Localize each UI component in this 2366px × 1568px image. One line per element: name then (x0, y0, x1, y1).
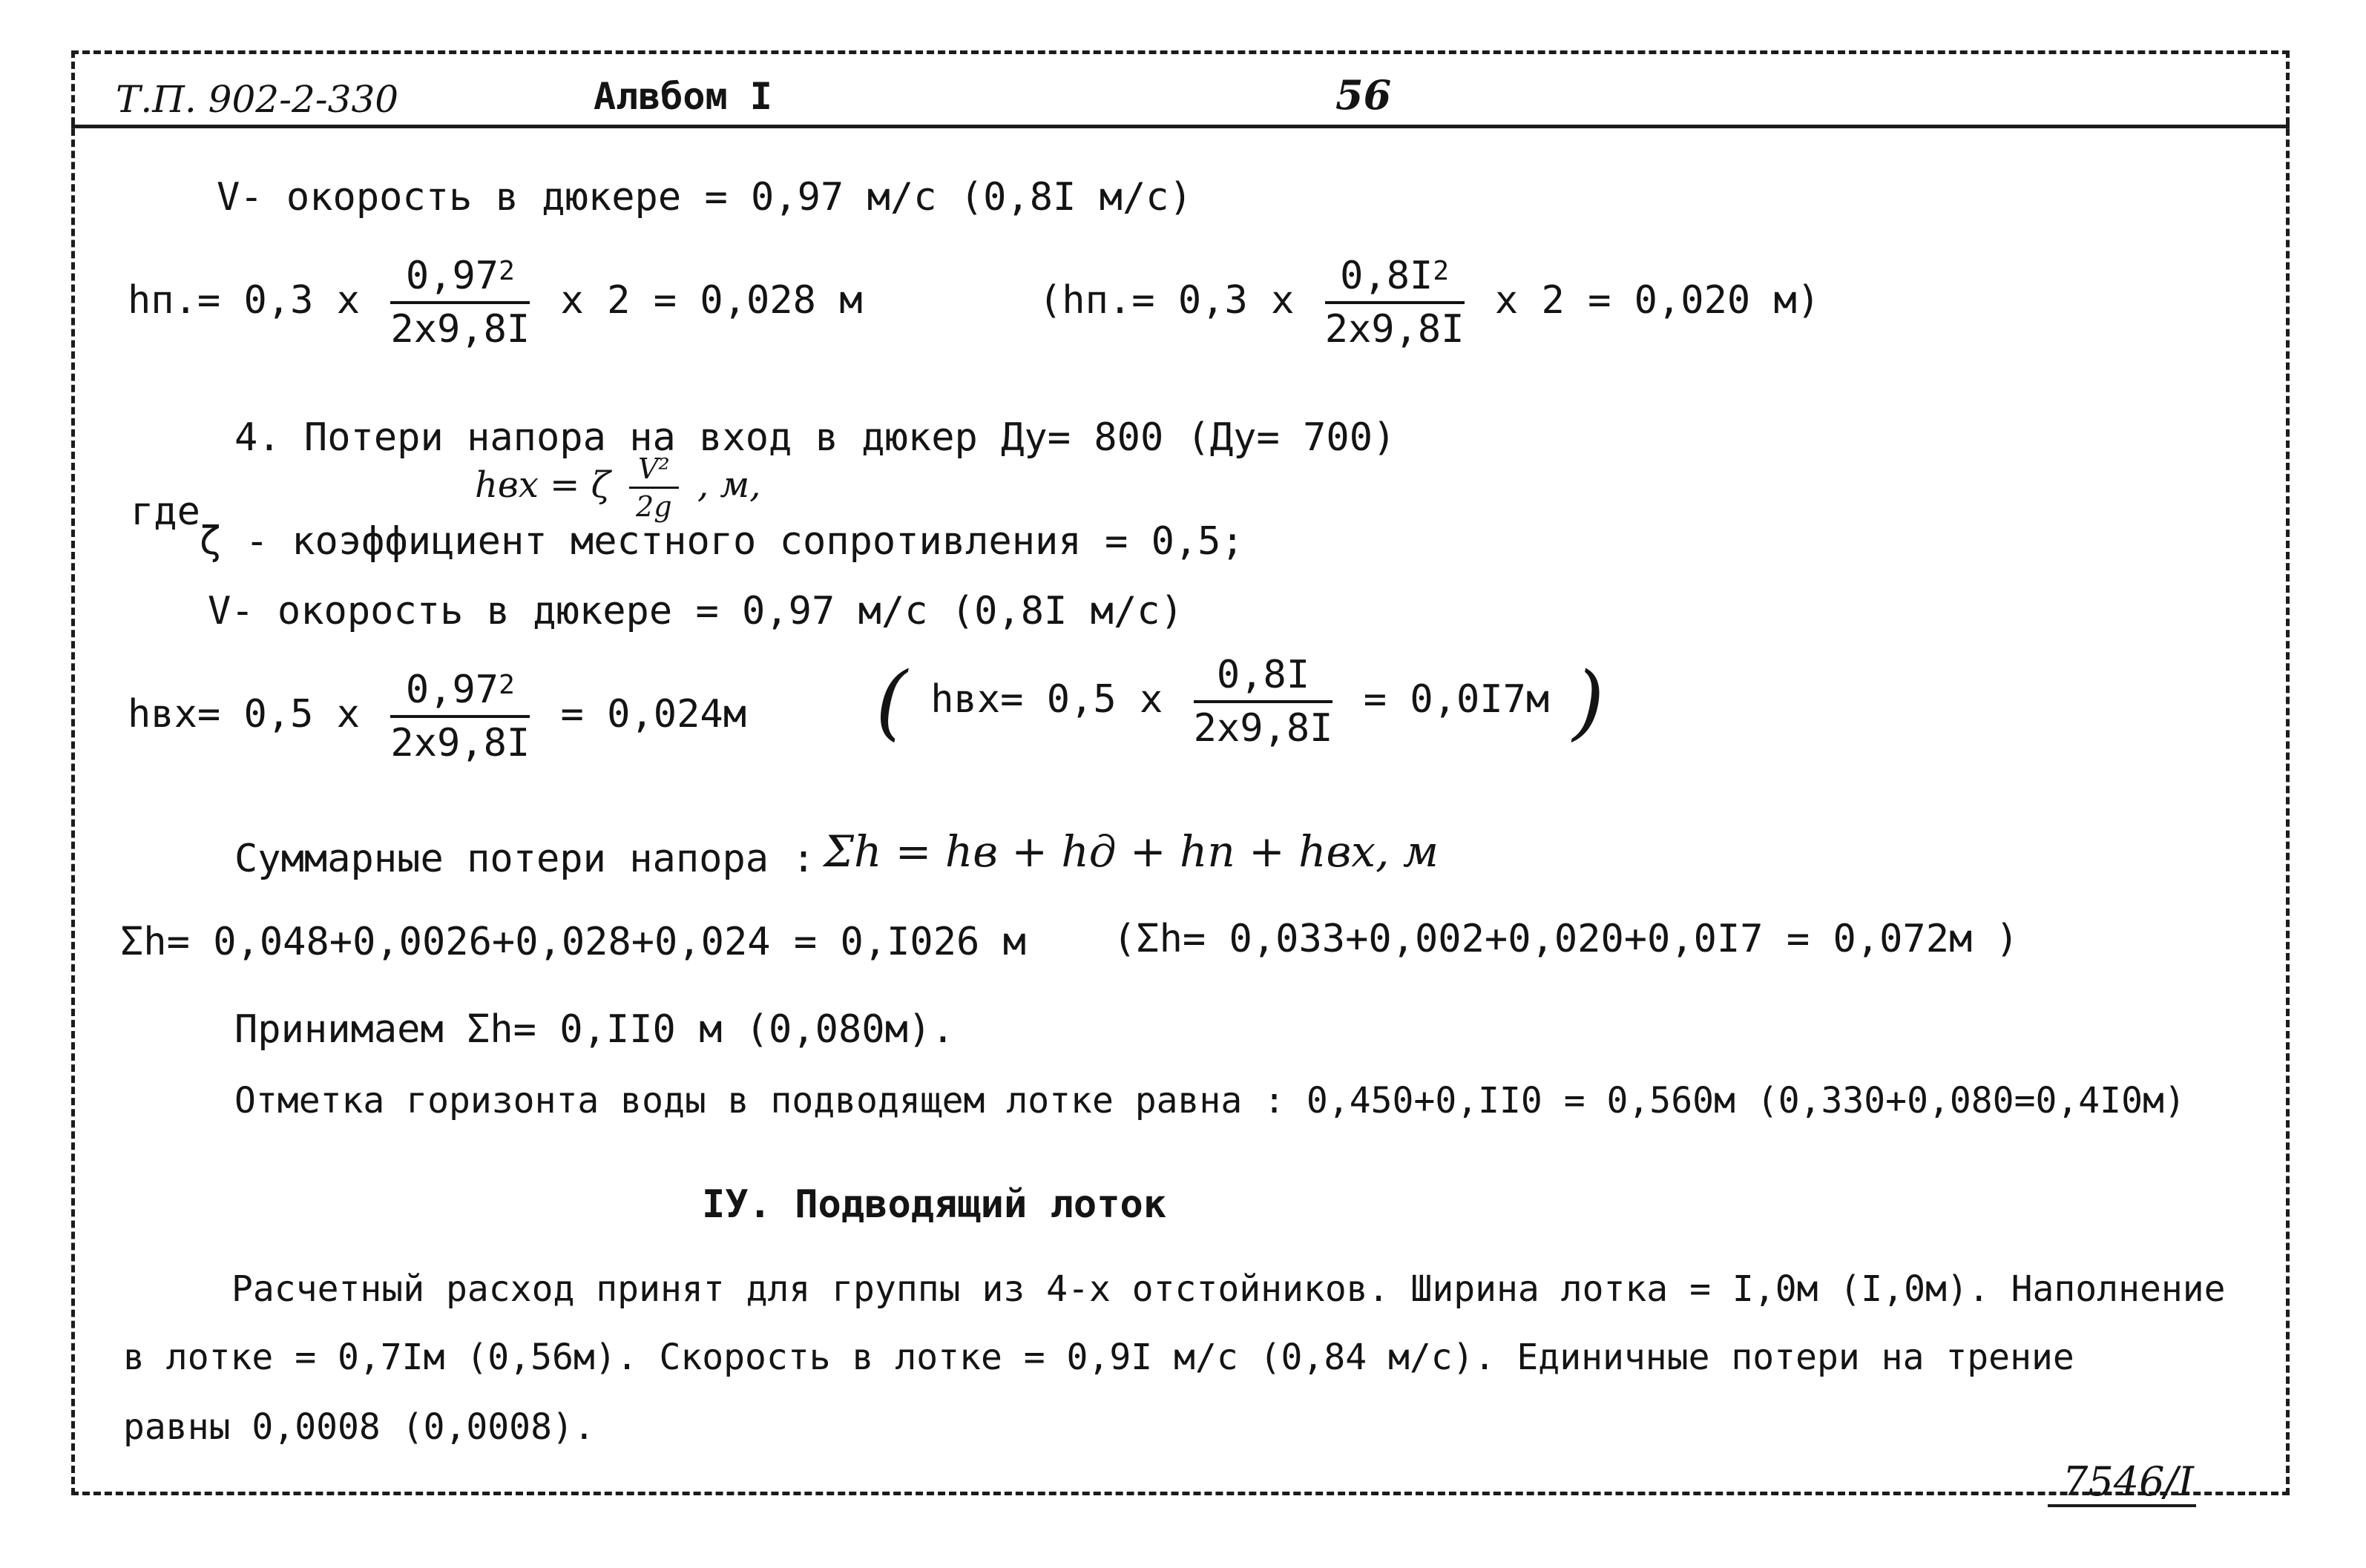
paragraph-line-1: Расчетный расход принят для группы из 4-х отстойников. Ширина лотка = I,0м (I,0м). Наполнение (231, 1268, 2226, 1310)
paragraph-line-3: равны 0,0008 (0,0008). (123, 1406, 595, 1448)
section-title: IУ. Подводящий лоток (702, 1182, 1167, 1227)
zeta-definition: ζ - коэффициент местного сопротивления = 0,5; (199, 519, 1244, 564)
sheet-id: 7546/I (2063, 1458, 2194, 1505)
album-label: Алвбом I (594, 75, 772, 118)
entry-loss-formula: hвх = ζ $\frac{\text{V²}}{2g}$ , м, (475, 452, 761, 523)
doc-code: Т.П. 902-2-330 (116, 78, 399, 121)
water-level: Отметка горизонта воды в подводящем лотке равна : 0,450+0,II0 = 0,560м (0,330+0,080=0,4I0м) (234, 1080, 2186, 1121)
formula-fraction: $\frac{0,8I^2}{2x9,8I}$ (1324, 254, 1465, 352)
entry-loss-calc-alt: ( hвх= 0,5 x $\frac{0,8I}{2x9,8I}$ = 0,0I7м ) (875, 653, 1605, 751)
sum-values-alt: (Σh= 0,033+0,002+0,020+0,0I7 = 0,072м ) (1113, 917, 2019, 961)
sum-label: Суммарные потери напора : (234, 837, 815, 881)
accepted-loss: Принимаем Σh= 0,II0 м (0,080м). (234, 1007, 955, 1052)
velocity-line-1: V- окорость в дюкере = 0,97 м/с (0,8I м/с) (217, 175, 1192, 220)
formula-rhs: x 2 = 0,028 м (560, 278, 863, 323)
entry-loss-calc: hвх= 0,5 x $\frac{0,97^2}{2x9,8I}$ = 0,024м (128, 668, 746, 765)
sum-formula: Σh = hв + hд + hп + hвх, м (824, 826, 1439, 877)
formula-fraction: $\frac{0,97^2}{2x9,8I}$ (390, 254, 530, 352)
sheet-id-underline (2048, 1504, 2196, 1507)
paragraph-line-2: в лотке = 0,7Iм (0,56м). Скорость в лотке = 0,9I м/с (0,84 м/с). Единичные потери на трение (123, 1337, 2074, 1378)
sum-values: Σh= 0,048+0,0026+0,028+0,024 = 0,I026 м (120, 920, 1026, 964)
friction-formula-alt: (hп.= 0,3 x $\frac{0,8I^2}{2x9,8I}$ x 2 = 0,020 м) (1039, 254, 1821, 352)
page-number: 56 (1335, 71, 1392, 119)
friction-formula (128, 254, 863, 352)
velocity-line-2: V- окорость в дюкере = 0,97 м/с (0,8I м/с) (208, 589, 1183, 633)
gde-label: где (131, 490, 200, 534)
formula-fraction: $\frac{0,97^2}{2x9,8I}$ (390, 668, 530, 765)
item-4-heading: 4. Потери напора на вход в дюкер Ду= 800 (Ду= 700) (234, 415, 1396, 460)
formula-lhs: hп.= 0,3 x (128, 278, 361, 323)
formula-fraction: $\frac{0,8I}{2x9,8I}$ (1193, 653, 1333, 751)
header-divider (71, 125, 2290, 128)
